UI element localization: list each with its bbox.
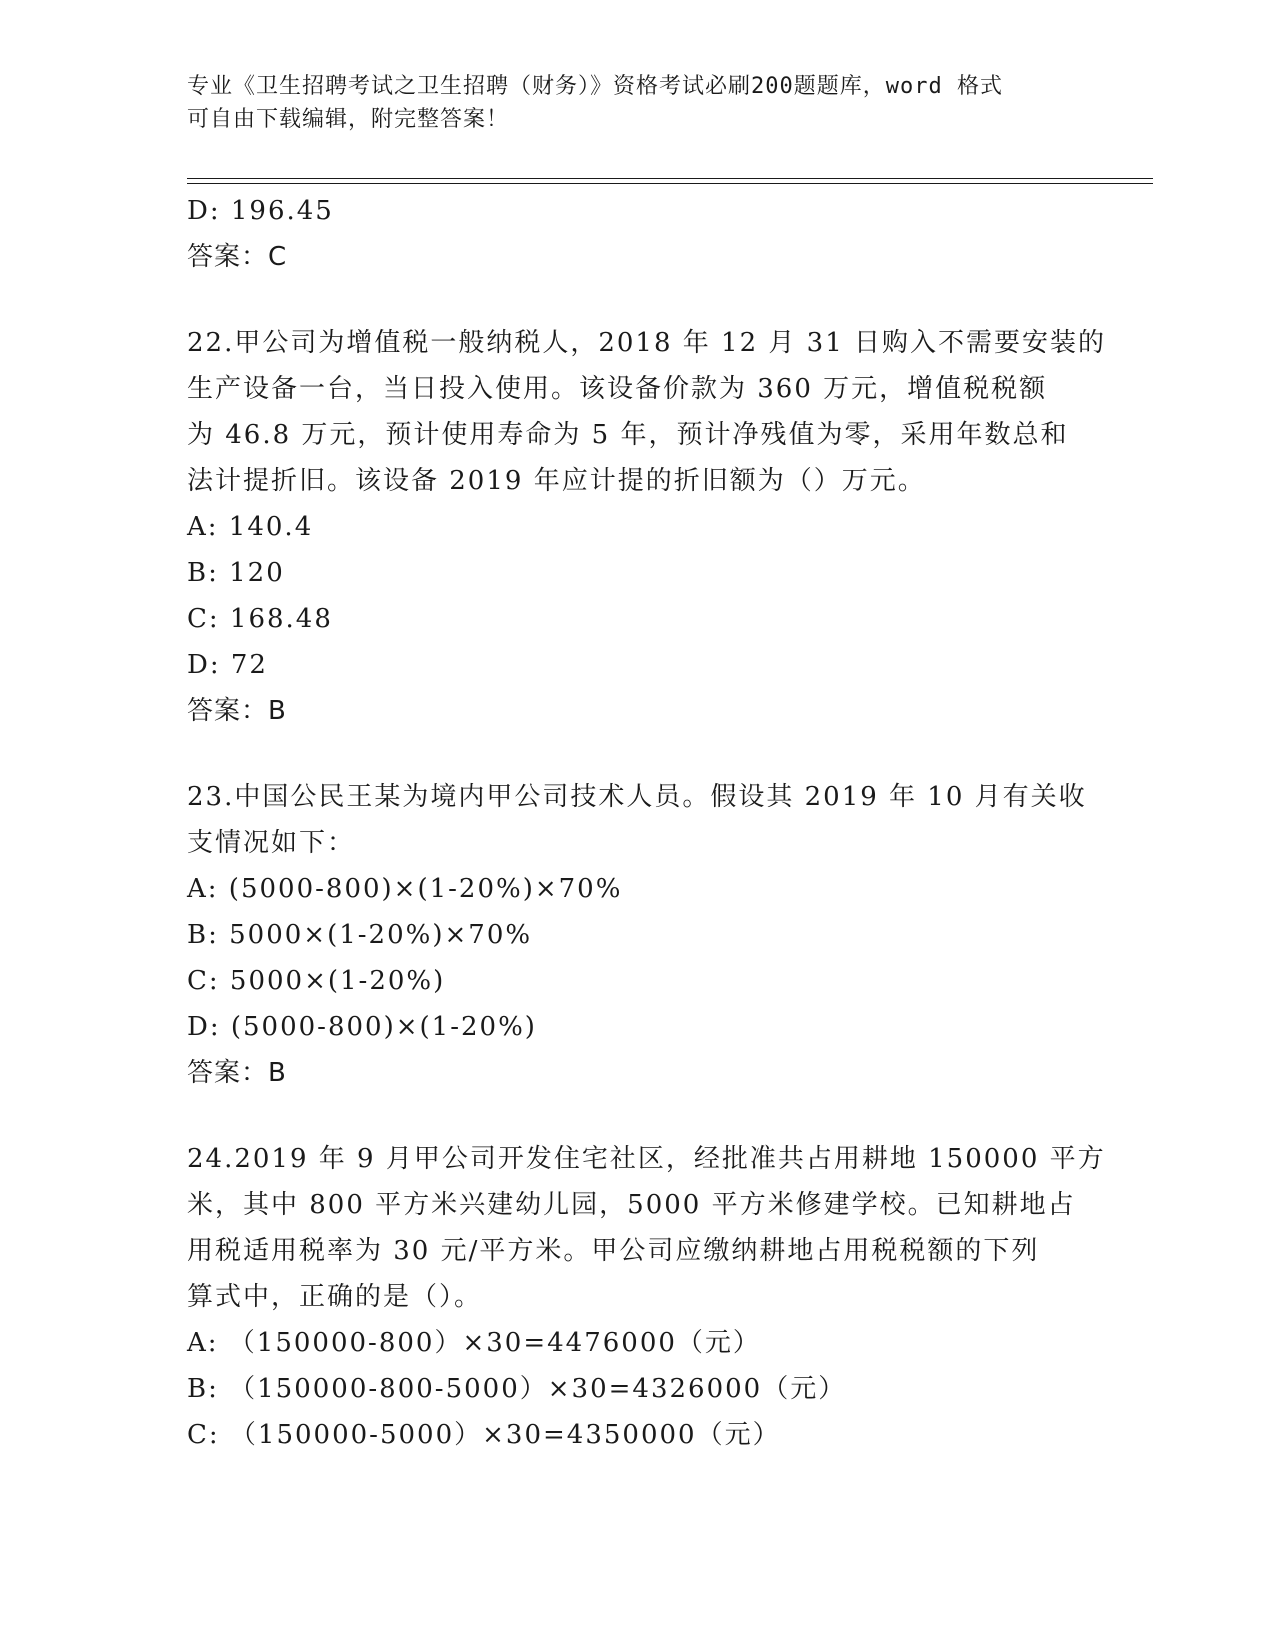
spacer	[187, 1096, 1087, 1136]
header-rule-bottom	[187, 183, 1153, 184]
q23-text-line-2: 支情况如下：	[187, 828, 356, 858]
q22-text-line-1: 22.甲公司为增值税一般纳税人，2018 年 12 月 31 日购入不需要安装的	[187, 328, 1107, 358]
spacer	[187, 280, 1087, 320]
q22-option-d: D: 72	[187, 650, 268, 680]
question-22	[187, 320, 1107, 734]
q23-text-line-1: 23.中国公民王某为境内甲公司技术人员。假设其 2019 年 10 月有关收	[187, 782, 1087, 812]
spacer	[187, 734, 1087, 774]
q22-text-line-2: 生产设备一台，当日投入使用。该设备价款为 360 万元，增值税税额	[187, 374, 1048, 404]
q24-text-line-1: 24.2019 年 9 月甲公司开发住宅社区，经批准共占用耕地 150000 平方	[187, 1144, 1106, 1174]
q23-answer: 答案：B	[187, 1058, 287, 1088]
q24-text-line-4: 算式中，正确的是（）。	[187, 1282, 483, 1312]
q22-text-line-3: 为 46.8 万元，预计使用寿命为 5 年，预计净残值为零，采用年数总和	[187, 420, 1069, 450]
q22-option-c: C: 168.48	[187, 604, 333, 634]
q24-text-line-2: 米，其中 800 平方米兴建幼儿园，5000 平方米修建学校。已知耕地占	[187, 1190, 1076, 1220]
header-line-1: 专业《卫生招聘考试之卫生招聘（财务）》资格考试必刷200题题库，word 格式	[187, 74, 1003, 99]
q21-answer: 答案：C	[187, 242, 288, 272]
q22-answer: 答案：B	[187, 696, 287, 726]
q23-option-c: C: 5000×(1-20%)	[187, 966, 446, 996]
q21-option-d: D: 196.45	[187, 196, 334, 226]
q22-option-b: B: 120	[187, 558, 285, 588]
q24-option-b: B: （150000-800-5000）×30=4326000（元）	[187, 1374, 847, 1404]
question-24	[187, 1136, 1106, 1458]
q24-option-c: C: （150000-5000）×30=4350000（元）	[187, 1420, 781, 1450]
header-line-2: 可自由下载编辑，附完整答案！	[187, 107, 510, 132]
q24-option-a: A: （150000-800）×30=4476000（元）	[187, 1328, 761, 1358]
document-header	[187, 70, 1067, 136]
q23-option-d: D: (5000-800)×(1-20%)	[187, 1012, 537, 1042]
q22-text-line-4: 法计提折旧。该设备 2019 年应计提的折旧额为（）万元。	[187, 466, 926, 496]
q22-option-a: A: 140.4	[187, 512, 314, 542]
question-23	[187, 774, 1087, 1096]
q23-option-b: B: 5000×(1-20%)×70%	[187, 920, 533, 950]
document-body	[187, 188, 1107, 1458]
q23-option-a: A: (5000-800)×(1-20%)×70%	[187, 874, 623, 904]
q24-text-line-3: 用税适用税率为 30 元/平方米。甲公司应缴纳耕地占用税税额的下列	[187, 1236, 1040, 1266]
header-rule-top	[187, 178, 1153, 179]
